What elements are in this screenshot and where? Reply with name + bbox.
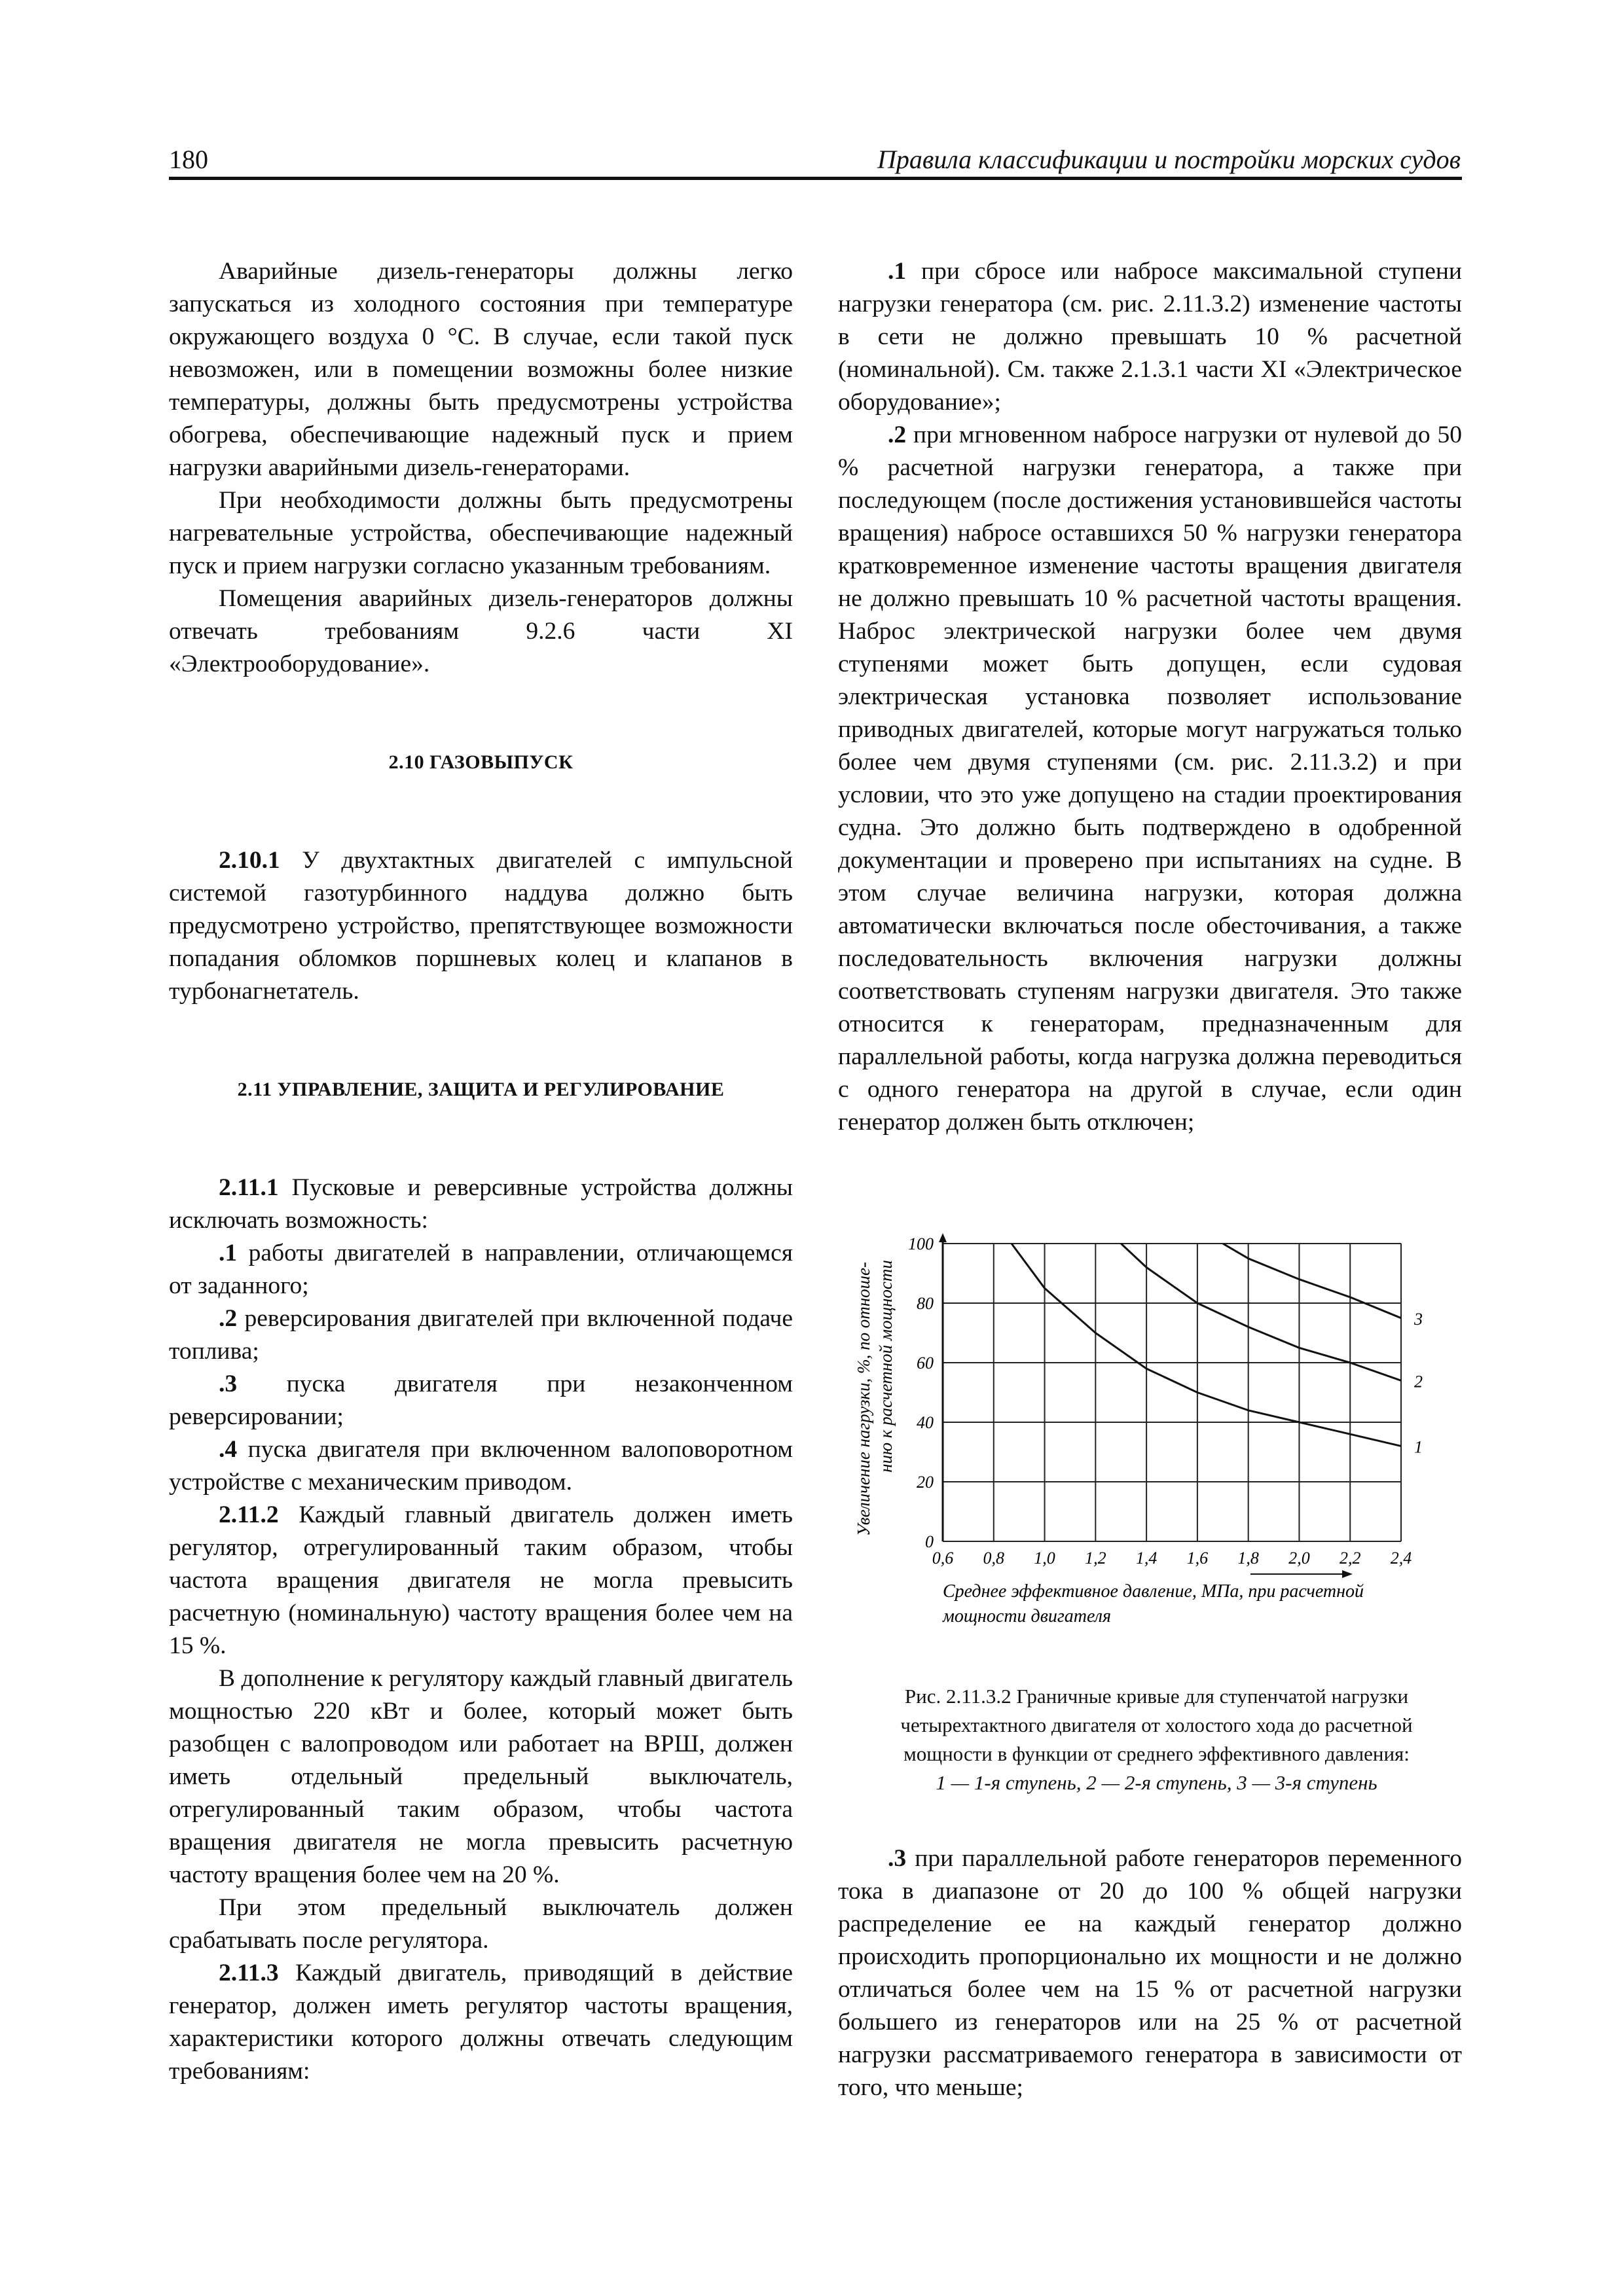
item-text: пуска двигателя при включенном валоповоротном устройстве с механическим приводом. [169,1436,793,1496]
item-number: .1 [219,1240,238,1266]
figure-2-11-3-2 [845,1230,1467,1649]
clause-number: 2.11.2 [219,1501,279,1528]
x-axis-label: Среднее эффективное давление, МПа, при расчетной [943,1581,1364,1602]
chart-curves [1012,1244,1401,1446]
section-title-2-10: 2.10 ГАЗОВЫПУСК [388,751,574,773]
clause-text: У двухтактных двигателей с импульсной системой газотурбинного наддува должно быть предусмотрено устройство, препятствующее возможности попадания обломков поршневых колец и клапанов в турбонагнетатель. [169,847,793,1005]
x-tick-label: 2,2 [1339,1549,1361,1568]
x-tick-label: 0,8 [983,1549,1005,1568]
load-step-chart [845,1230,1467,1649]
series-label: 1 [1414,1437,1423,1457]
x-tick-label: 2,0 [1288,1549,1310,1568]
paragraph-2-11-2 [169,1499,793,1662]
header-rule [169,177,1462,180]
list-item [169,1433,793,1499]
clause-text: Каждый двигатель, приводящий в действие генератор, должен иметь регулятор частоты вращения, характеристики которого должны отвечать следующим требованиям: [169,1960,793,2085]
paragraph-2-11-1 [169,1172,793,1237]
x-axis-arrow-icon [1342,1570,1353,1578]
list-item [169,1302,793,1368]
x-tick-label: 0,6 [932,1549,954,1568]
y-axis-arrow-icon [939,1233,947,1242]
right-column [838,255,1462,1139]
caption-line: Рис. 2.11.3.2 Граничные кривые для ступенчатой нагрузки [904,1685,1409,1708]
y-tick-label: 0 [925,1532,934,1551]
y-tick-label: 100 [908,1234,934,1253]
paragraph: Помещения аварийных дизель-генераторов должны отвечать требованиям 9.2.6 части XI «Электрооборудование». [169,585,793,677]
y-tick-label: 80 [917,1294,934,1313]
curve-series-3 [1223,1244,1401,1318]
series-label: 3 [1414,1309,1423,1329]
paragraph: При этом предельный выключатель должен срабатывать после регулятора. [169,1894,793,1954]
x-tick-label: 2,4 [1390,1549,1412,1568]
item-number: .1 [888,258,907,285]
item-text: при мгновенном набросе нагрузки от нулевой до 50 % расчетной нагрузки генератора, а также при последующем (после достижения установившейся частоты вращения) набросе оставшихся 50 % нагрузки генератора кратковременное изменение частоты вращения двигателя не должно превышать 10 % расчетной частоты вращения. Наброс электрической нагрузки более чем двумя ступенями может быть допущен, если судовая электрическая установка позволяет использование приводных двигателей, которые могут нагружаться только более чем двумя ступенями (см. рис. 2.11.3.2) и при условии, что это уже допущено на стадии проектирования судна. Это должно быть подтверждено в одобренной документации и проверено при испытаниях на судне. В этом случае величина нагрузки, которая должна автоматически включаться после обесточивания, а также последовательность включения нагрузки должны соответствовать ступеням нагрузки двигателя. Это также относится к генераторам, предназначенным для параллельной работы, когда нагрузка должна переводиться с одного генератора на другой в случае, если один генератор должен быть отключен; [838,422,1462,1136]
item-number: .4 [219,1436,238,1463]
series-label: 2 [1414,1372,1423,1391]
paragraph: Аварийные дизель-генераторы должны легко запускаться из холодного состояния при температуре окружающего воздуха 0 °С. В случае, если такой пуск невозможен, или в помещении возможны более низкие температуры, должны быть предусмотрены устройства обогрева, обеспечивающие надежный пуск и прием нагрузки аварийными дизель-генераторами. [169,258,793,481]
item-number: .2 [219,1305,238,1332]
item-number: .2 [888,422,907,448]
list-item [169,1237,793,1302]
clause-number: 2.11.3 [219,1960,279,1986]
list-item [169,1368,793,1433]
caption-line: 1 — 1-я ступень, 2 — 2-я ступень, 3 — 3-я ступень [936,1771,1377,1794]
page-number: 180 [169,145,208,174]
clause-number: 2.11.1 [219,1174,279,1201]
chart-labels [854,1260,1423,1626]
clause-number: 2.10.1 [219,847,280,874]
clause-text: Каждый главный двигатель должен иметь регулятор, отрегулированный таким образом, чтобы частота вращения двигателя не могла превысить расчетную (номинальную) частоту вращения более чем на 15 %. [169,1501,793,1659]
item-text: при сбросе или набросе максимальной ступени нагрузки генератора (см. рис. 2.11.3.2) изменение частоты в сети не должно превышать 10 % расчетной (номинальной). См. также 2.1.3.1 части XI «Электрическое оборудование»; [838,258,1462,416]
item-number: .3 [219,1371,238,1397]
paragraph-2-11-3 [169,1957,793,2088]
x-axis-label: мощности двигателя [943,1606,1111,1626]
item-text: пуска двигателя при незаконченном реверсировании; [169,1371,793,1430]
paragraph: При необходимости должны быть предусмотрены нагревательные устройства, обеспечивающие надежный пуск и прием нагрузки согласно указанным требованиям. [169,487,793,579]
item-text: реверсирования двигателей при включенной подаче топлива; [169,1305,793,1365]
x-tick-label: 1,0 [1034,1549,1055,1568]
item-text: работы двигателей в направлении, отличающемся от заданного; [169,1240,793,1299]
section-title-2-11: 2.11 УПРАВЛЕНИЕ, ЗАЩИТА И РЕГУЛИРОВАНИЕ [237,1079,725,1100]
paragraph: В дополнение к регулятору каждый главный двигатель мощностью 220 кВт и более, который может быть разобщен с валопроводом или работает на ВРШ, должен иметь отдельный предельный выключатель, отрегулированный таким образом, чтобы частота вращения двигателя не могла превысить расчетную частоту вращения более чем на 20 %. [169,1665,793,1888]
paragraph-2-10-1 [169,844,793,1008]
right-column-bottom [838,1842,1462,2104]
y-axis-label: нию к расчетной мощности [876,1260,896,1473]
caption-line: четырехтактного двигателя от холостого хода до расчетной [900,1713,1413,1736]
x-tick-label: 1,8 [1237,1549,1259,1568]
x-tick-label: 1,6 [1186,1549,1209,1568]
y-tick-label: 40 [917,1413,934,1432]
x-tick-label: 1,4 [1135,1549,1158,1568]
item-number: .3 [888,1845,907,1872]
y-axis-label: Увеличение нагрузки, %, по отноше- [854,1261,873,1537]
clause-text: Пусковые и реверсивные устройства должны исключать возможность: [169,1174,793,1234]
curve-series-1 [1012,1244,1401,1446]
list-item [838,255,1462,419]
figure-caption [845,1682,1468,1797]
y-tick-label: 60 [917,1354,934,1372]
x-tick-label: 1,2 [1085,1549,1106,1568]
caption-line: мощности в функции от среднего эффективного давления: [903,1742,1410,1765]
list-item [838,1842,1462,2104]
list-item [838,419,1462,1139]
chart-ticks [908,1234,1412,1568]
running-title: Правила классификации и постройки морских судов [877,145,1461,174]
left-column [169,255,793,2088]
item-text: при параллельной работе генераторов переменного тока в диапазоне от 20 до 100 % общей нагрузки распределение ее на каждый генератор должно происходить пропорционально их мощности и не должно отличаться более чем на 15 % от расчетной нагрузки большего из генераторов или на 25 % от расчетной нагрузки рассматриваемого генератора в зависимости от того, что меньше; [838,1845,1462,2101]
y-tick-label: 20 [917,1473,934,1492]
